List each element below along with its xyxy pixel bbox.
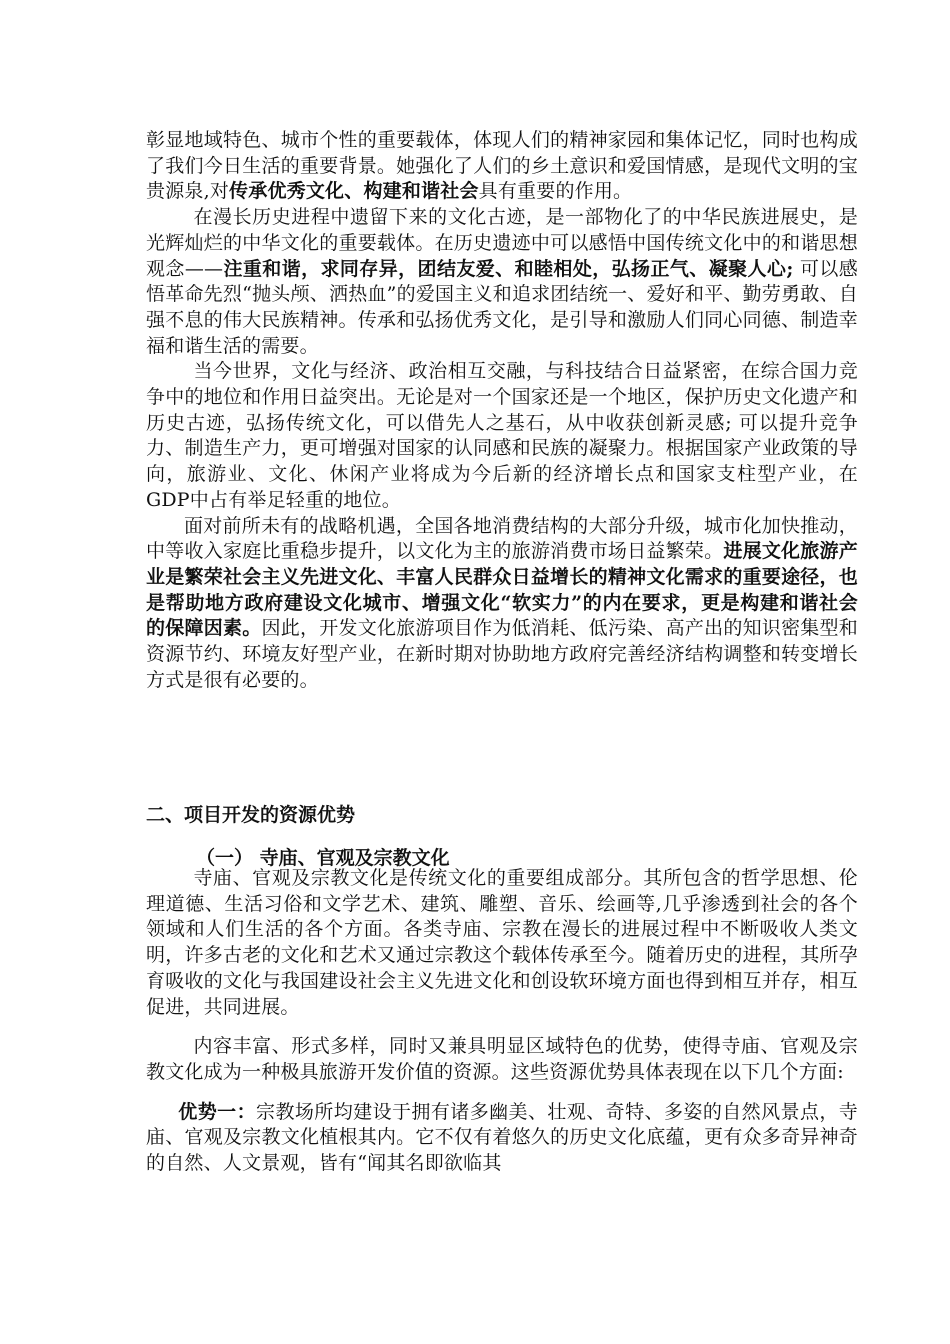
subsection-heading: （一） 寺庙、官观及宗教文化 [196,847,450,869]
paragraph-6: 内容丰富、形式多样，同时又兼具明显区域特色的优势，使得寺庙、官观及宗教文化成为一种极具旅游开发价值的资源。这些资源优势具体表现在以下几个方面: [146,1035,858,1083]
paragraph-1: 彰显地域特色、城市个性的重要载体，体现人们的精神家园和集体记忆，同时也构成了我们今日生活的重要背景。她强化了人们的乡土意识和爱国情感，是现代文明的宝贵源泉,对传承优秀文化、构建和谐社会具有重要的作用。 [146,129,858,203]
paragraph-3: 当今世界，文化与经济、政治相互交融，与科技结合日益紧密，在综合国力竞争中的地位和作用日益突出。无论是对一个国家还是一个地区，保护历史文化遗产和历史古迹，弘扬传统文化，可以借先人之基石，从中收获创新灵感; 可以提升竞争力、制造生产力，更可增强对国家的认同感和民族的凝聚力。根据国家产业政策的导向，旅游业、文化、休闲产业将成为今后新的经济增长点和国家支柱型产业，在GDP中占有举足轻重的地位。 [146,360,858,511]
paragraph-5: 寺庙、官观及宗教文化是传统文化的重要组成部分。其所包含的哲学思想、伦理道德、生活习俗和文学艺术、建筑、雕塑、音乐、绘画等,几乎渗透到社会的各个领域和人们生活的各个方面。各类寺庙、宗教在漫长的进展过程中不断吸收人类文明，许多古老的文化和艺术又通过宗教这个载体传承至今。随着历史的进程，其所孕育吸收的文化与我国建设社会主义先进文化和创设软环境方面也得到相互并存，相互促进，共同进展。 [146,867,858,1018]
paragraph-4: 面对前所未有的战略机遇，全国各地消费结构的大部分升级，城市化加快推动，中等收入家庭比重稳步提升，以文化为主的旅游消费市场日益繁荣。进展文化旅游产业是繁荣社会主义先进文化、丰富人民群众日益增长的精神文化需求的重要途径，也是帮助地方政府建设文化城市、增强文化“软实力”的内在要求，更是构建和谐社会的保障因素。因此，开发文化旅游项目作为低消耗、低污染、高产出的知识密集型和资源节约、环境友好型产业，在新时期对协助地方政府完善经济结构调整和转变增长方式是很有必要的。 [146,514,858,691]
paragraph-2: 在漫长历史进程中遗留下来的文化古迹，是一部物化了的中华民族进展史，是光辉灿烂的中华文化的重要载体。在历史遗迹中可以感悟中国传统文化中的和谐思想观念——注重和谐，求同存异，团结友爱、和睦相处，弘扬正气、凝聚人心; 可以感悟革命先烈“抛头颅、洒热血”的爱国主义和追求团结统一、爱好和平、勤劳勇敢、自强不息的伟大民族精神。传承和弘扬优秀文化，是引导和激励人们同心同德、制造幸福和谐生活的需要。 [146,206,858,357]
body-section-1 [146,128,858,693]
advantage-label: 优势一： [178,1100,257,1123]
paragraph-7: 优势一：宗教场所均建设于拥有诸多幽美、壮观、奇特、多姿的自然风景点，寺庙、官观及宗教文化植根其内。它不仅有着悠久的历史文化底蕴，更有众多奇异神奇的自然、人文景观，皆有“闻其名即欲临其 [146,1100,859,1175]
body-section-2 [146,866,858,1177]
section-heading: 二、项目开发的资源优势 [146,804,356,826]
